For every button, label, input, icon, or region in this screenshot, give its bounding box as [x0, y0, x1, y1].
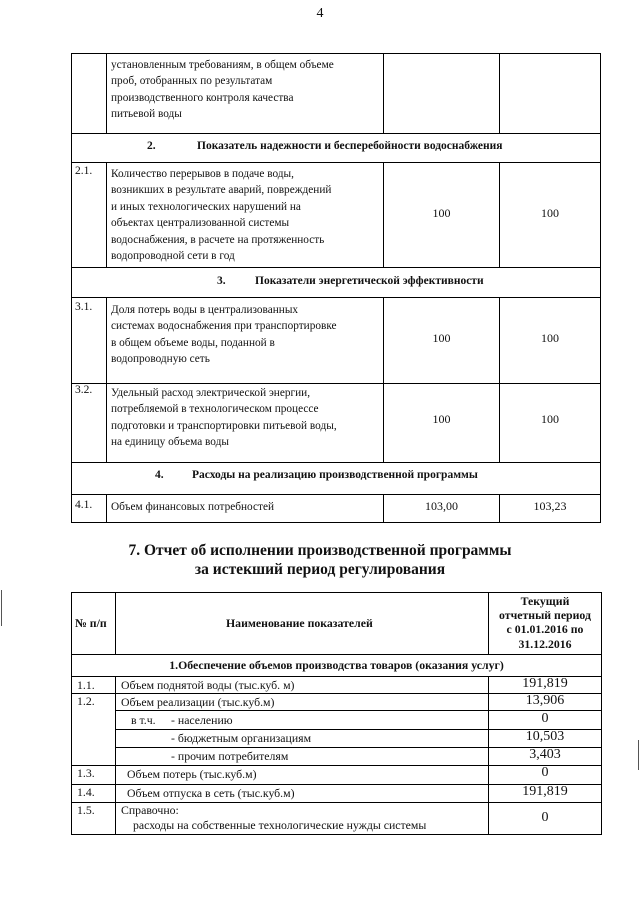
row-1-2a-name: - населению: [171, 713, 233, 727]
row-1-1-value: 191,819: [522, 676, 568, 691]
row-1-2c-value: 3,403: [529, 747, 561, 762]
row-number: 1.1.: [77, 678, 95, 692]
row-1-2c-name: - прочим потребителям: [171, 749, 289, 763]
row-number: 4.1.: [75, 499, 93, 511]
header-number: № п/п: [75, 616, 107, 630]
row-number: 1.3.: [77, 766, 95, 780]
header-period: Текущий отчетный период с 01.01.2016 по 31.12.2016: [499, 594, 591, 651]
row-1-2a-prefix: в т.ч.: [131, 713, 156, 727]
report-table: [71, 592, 602, 835]
row-1-2a-value: 0: [541, 711, 549, 726]
row-1-2-name: Объем реализации (тыс.куб.м): [121, 695, 275, 709]
row-3-2-value-2: 100: [541, 412, 559, 426]
row-4-1-value-2: 103,23: [533, 499, 567, 513]
row-3-2-text: Удельный расход электрической энергии, потребляемой в технологическом процессе подготовки и транспортировки питьевой воды, на единицу объема воды: [111, 387, 337, 449]
row-2-1-value-2: 100: [541, 206, 559, 220]
row-1-4-name: Объем отпуска в сеть (тыс.куб.м): [127, 786, 295, 800]
row-1-5-label: Справочно:: [121, 803, 179, 817]
row-1-3-name: Объем потерь (тыс.куб.м): [127, 767, 257, 781]
row-1-4-value: 191,819: [522, 784, 568, 799]
row-1-3-value: 0: [541, 765, 549, 780]
scan-edge-mark: [1, 590, 2, 626]
row-number: 1.2.: [77, 694, 95, 708]
row-4-1-text: Объем финансовых потребностей: [111, 501, 274, 513]
row-1-1-name: Объем поднятой воды (тыс.куб. м): [121, 678, 295, 692]
row-4-1-value-1: 103,00: [425, 499, 458, 513]
scan-edge-mark: [638, 740, 639, 770]
row-1-2b-value: 10,503: [525, 729, 565, 744]
row-number: 3.1.: [75, 301, 93, 313]
row-number: 3.2.: [75, 384, 93, 396]
row-3-1-text: Доля потерь воды в централизованных системах водоснабжения при транспортировке в общем объеме воды, поданной в водопроводную сеть: [111, 304, 337, 366]
continued-row-text: установленным требованиям, в общем объеме проб, отобранных по результатам производственного контроля качества питьевой воды: [111, 59, 334, 121]
row-2-1-value-1: 100: [432, 206, 451, 220]
row-1-2b-name: - бюджетным организациям: [171, 731, 312, 745]
row-3-2-value-1: 100: [432, 412, 451, 426]
row-1-2-value: 13,906: [525, 693, 565, 708]
indicators-table: установленным требованиям, в общем объеме проб, отобранных по результатам производственного контроля качества питьевой воды 2. Показатель надежности и бесперебойности водоснабжения 2.1. Количество перерывов в подаче воды, возникших в результате аварий, повреждений и иных технологических нарушений на объектах централизованной системы водоснабжения, в расчете на протяженность водопроводной сети в год 100 100 3. Показатели энергетической эффективности 3.1. Доля потерь воды в централизованных системах водоснабжения при транспортировке в общем объеме воды, поданной в водопроводную сеть 100 100 3.2. Удельный расход электрической энергии, потребляемой в технологическом процессе подготовки и транспортировки питьевой воды, на единицу объема воды 100 100 4. Расходы на реализацию производственной программы 4.1. Объем финансовых потребностей 103,00 103,23: [71, 53, 601, 523]
section-7-heading: 7. Отчет об исполнении производственной программы за истекший период регулирования: [128, 542, 512, 578]
page-number: 4: [316, 6, 324, 21]
row-1-5-name: расходы на собственные технологические нужды системы: [133, 818, 427, 832]
row-3-1-value-1: 100: [432, 331, 451, 345]
row-3-1-value-2: 100: [541, 331, 559, 345]
row-number: 1.5.: [77, 803, 95, 817]
row-number: 2.1.: [75, 165, 93, 177]
section-1-header: 1.Обеспечение объемов производства товаров (оказания услуг): [169, 658, 504, 672]
header-name: Наименование показателей: [226, 616, 373, 630]
row-2-1-text: Количество перерывов в подаче воды, возникших в результате аварий, повреждений и иных технологических нарушений на объектах централизованной системы водоснабжения, в расчете на протяженность водопроводной сети в год: [111, 168, 332, 263]
row-1-5-value: 0: [541, 810, 549, 825]
row-number: 1.4.: [77, 785, 95, 799]
